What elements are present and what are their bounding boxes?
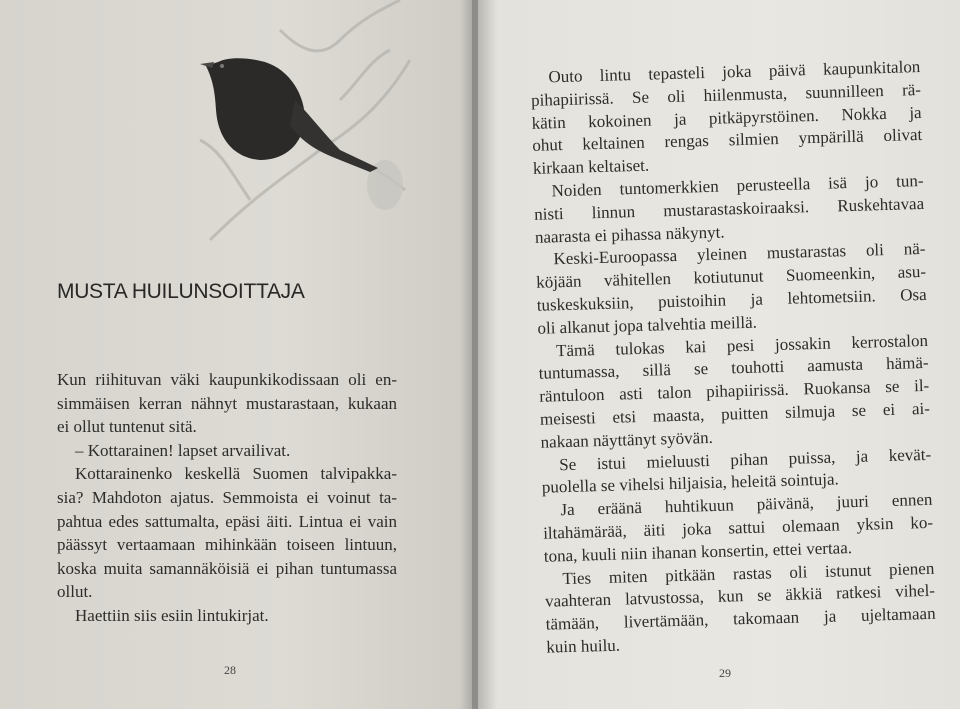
text-line: naarasta ei pihassa näkynyt. bbox=[534, 222, 725, 247]
text-line: Tämä tulokas kai pesi jossakin kerrostalon bbox=[555, 330, 929, 360]
text-line: simmäisen kerran nähnyt mustarastaan, kukaan bbox=[57, 393, 397, 413]
text-line: ei ollut tuntenut sitä. bbox=[57, 417, 197, 437]
text-line: koska muita samannäköisiä ei pihan tuntumassa bbox=[57, 558, 397, 578]
text-line: Noiden tuntomerkkien perusteella isä jo tun- bbox=[551, 170, 924, 201]
blackbird-illustration bbox=[190, 0, 420, 250]
text-line: tämään, livertämään, takomaan ja ujeltamaan bbox=[545, 603, 936, 634]
left-page bbox=[0, 0, 474, 709]
text-line: pihapiirissä. Se oli hiilenmusta, suunnilleen rä- bbox=[530, 79, 922, 110]
page-number: 29 bbox=[719, 666, 731, 680]
text-line: Kottarainenko keskellä Suomen talvipakka- bbox=[75, 464, 397, 484]
text-line: kätin kokoinen ja pitkäpyrstöinen. Nokka ja bbox=[531, 102, 922, 133]
text-line: Se istui mieluusti pihan puissa, ja kevät- bbox=[558, 444, 932, 474]
text-line: puolella se vihelsi hiljaisia, heleitä sointuja. bbox=[541, 469, 840, 498]
right-body-text bbox=[530, 56, 936, 659]
text-line: tona, kuuli niin ihanan konsertin, ettei vertaa. bbox=[543, 537, 853, 566]
text-line: nisti linnun mustarastaskoiraaksi. Ruskehtavaa bbox=[533, 193, 925, 224]
left-body-text bbox=[57, 368, 397, 628]
text-line: päässyt vertaamaan mihinkään toiseen lintuun, bbox=[57, 535, 397, 555]
text-line: kuin huilu. bbox=[546, 635, 621, 657]
chapter-title: MUSTA HUILUNSOITTAJA bbox=[57, 280, 305, 303]
text-line: Keski-Euroopassa yleinen mustarastas oli nä- bbox=[553, 239, 926, 269]
text-line: tuskeskuksiin, puistoihin ja lehtometsiin. Osa bbox=[536, 284, 927, 315]
text-line: vaahteran latvustossa, kun se äkkiä ratkesi vihel- bbox=[544, 581, 936, 612]
text-line: ohut keltainen rengas silmien ympärillä olivat bbox=[532, 125, 923, 156]
text-line: – Kottarainen! lapset arvailivat. bbox=[75, 440, 291, 460]
text-line: Ties miten pitkään rastas oli istunut pienen bbox=[562, 558, 935, 588]
text-line: iltahämärää, äiti joka sattui olemaan yksin ko- bbox=[542, 512, 934, 543]
text-line: oli alkanut jopa talvehtia meillä. bbox=[537, 312, 758, 338]
text-line: Haettiin siis esiin lintukirjat. bbox=[75, 605, 269, 625]
text-line: kirkaan keltaiset. bbox=[532, 155, 650, 179]
page-number: 28 bbox=[224, 663, 236, 677]
text-line: sia? Mahdoton ajatus. Semmoista ei voinut ta- bbox=[57, 487, 397, 507]
text-line: Kun riihituvan väki kaupunkikodissaan oli en- bbox=[57, 370, 397, 389]
text-line: Ja eräänä huhtikuun päivänä, juuri ennen bbox=[560, 489, 933, 520]
text-line: pahtua edes sattumalta, epäsi äiti. Lintua ei vain bbox=[57, 511, 397, 531]
text-line: meisesti etsi maasta, puitten silmuja se ei ai- bbox=[539, 398, 931, 429]
text-line: Outo lintu tepasteli joka päivä kaupunkitalon bbox=[548, 56, 921, 87]
text-line: tuntumassa, sillä se touhotti aamusta hämä- bbox=[538, 353, 929, 384]
text-line: nakaan näyttänyt syövän. bbox=[540, 427, 714, 452]
text-line: köjään vähitellen kotiutunut Suomeenkin, asu- bbox=[535, 262, 927, 292]
text-line: räntuloon asti talon pihapiirissä. Ruokansa se il- bbox=[539, 376, 930, 406]
text-line: ollut. bbox=[57, 582, 93, 602]
